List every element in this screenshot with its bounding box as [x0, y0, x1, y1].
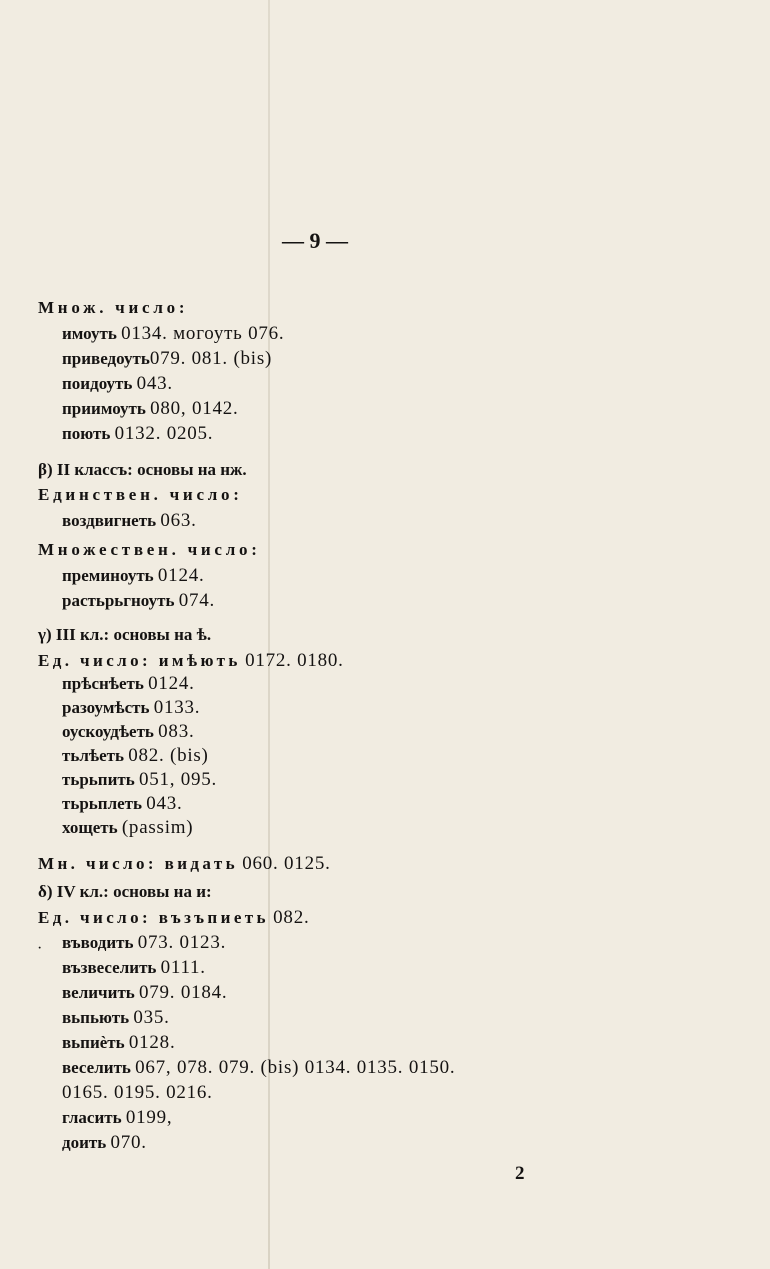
text-line: тьрьплеть 043.	[62, 793, 183, 814]
text-line: оускоудѣеть 083.	[62, 721, 195, 742]
signature-mark: 2	[515, 1163, 525, 1184]
text-line: растьрьгноуть 074.	[62, 590, 216, 611]
class-heading: γ) III кл.: основы на ѣ.	[38, 625, 212, 644]
text-line: величить 079. 0184.	[62, 982, 228, 1003]
text-line: гласить 0199,	[62, 1107, 173, 1128]
text-line: поидоуть 043.	[62, 373, 173, 394]
text-line: хощеть (passim)	[62, 817, 194, 838]
text-line: имоуть 0134. могоуть 076.	[62, 323, 285, 344]
text-line: воздвигнеть 063.	[62, 510, 197, 531]
text-line: приимоуть 080, 0142.	[62, 398, 239, 419]
text-line: разоумѣсть 0133.	[62, 697, 201, 718]
text-line: тьрьпить 051, 095.	[62, 769, 218, 790]
class-heading: δ) IV кл.: основы на и:	[38, 882, 212, 901]
text-line: доить 070.	[62, 1132, 147, 1153]
section-heading: Ед. число: имѣють 0172. 0180.	[38, 650, 344, 671]
section-heading: Ед. число: възъпиеть 082.	[38, 907, 310, 928]
text-line: приведоуть079. 081. (bis)	[62, 348, 273, 369]
section-heading: Множествен. число:	[38, 540, 261, 559]
section-heading: Множ. число:	[38, 298, 189, 317]
text-line: въводить 073. 0123.	[62, 932, 227, 953]
text-line: тьлѣеть 082. (bis)	[62, 745, 209, 766]
text-line: вьпьють 035.	[62, 1007, 170, 1028]
class-heading: β) II классъ: основы на нж.	[38, 460, 247, 479]
text-line: вьпиѐть 0128.	[62, 1032, 176, 1053]
section-heading: Единствен. число:	[38, 485, 243, 504]
text-line: преминоуть 0124.	[62, 565, 205, 586]
text-line: прѣснѣеть 0124.	[62, 673, 195, 694]
stray-mark: ·	[37, 940, 43, 957]
section-heading: Мн. число: видать 060. 0125.	[38, 853, 331, 874]
page-number: — 9 —	[282, 228, 348, 253]
text-line: поють 0132. 0205.	[62, 423, 214, 444]
text-line: веселить 067, 078. 079. (bis) 0134. 0135. 0150.	[62, 1057, 456, 1078]
text-line: 0165. 0195. 0216.	[62, 1082, 213, 1103]
text-line: възвеселить 0111.	[62, 957, 206, 978]
